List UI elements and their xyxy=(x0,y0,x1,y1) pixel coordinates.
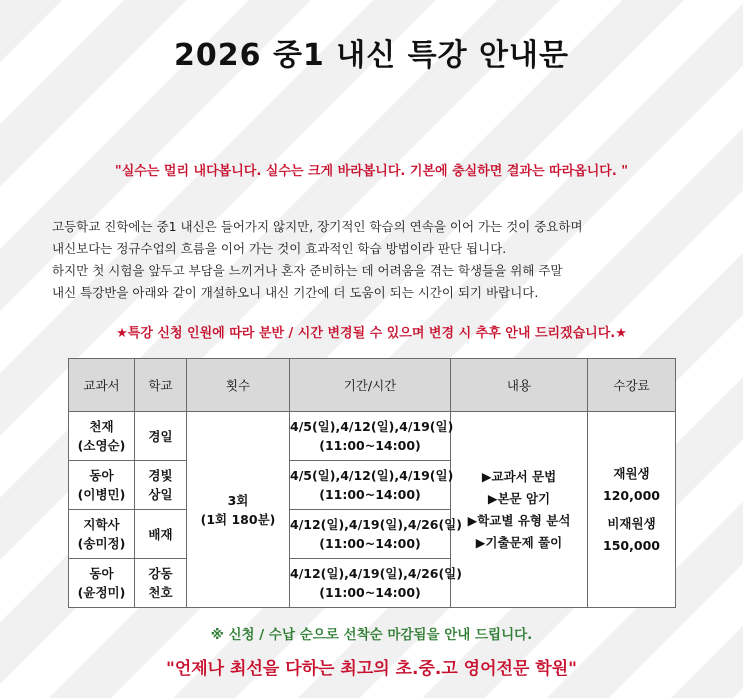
school-cell: 경빛 상일 xyxy=(135,461,187,510)
content-item: ▶교과서 문법 xyxy=(481,468,557,484)
header-content: 내용 xyxy=(451,359,588,412)
textbook-name: 동아 xyxy=(89,468,114,483)
schedule-change-notice: ★특강 신청 인원에 따라 분반 / 시간 변경될 수 있으며 변경 시 추후 안내 드리겠습니다.★ xyxy=(116,326,627,341)
content-cell xyxy=(451,412,588,608)
school-cell: 배재 xyxy=(135,510,187,559)
fee-label: 재원생 xyxy=(613,465,650,481)
textbook-cell xyxy=(69,510,135,559)
fee-nonmember xyxy=(588,513,675,557)
header-period-time: 기간/시간 xyxy=(290,359,451,412)
teacher-name: (윤정미) xyxy=(77,585,126,600)
textbook-cell xyxy=(69,412,135,461)
fee-amount: 150,000 xyxy=(603,537,660,553)
header-textbook: 교과서 xyxy=(69,359,135,412)
textbook-name: 동아 xyxy=(89,566,114,581)
teacher-name: (송미정) xyxy=(77,536,126,551)
period-dates: 4/12(일),4/19(일),4/26(일) xyxy=(290,517,462,532)
intro-line: 내신 특강반을 아래와 같이 개설하오니 내신 기간에 더 도움이 되는 시간이 되기 바랍니다. xyxy=(52,285,539,300)
period-cell xyxy=(290,510,462,559)
intro-paragraph xyxy=(52,216,712,304)
header-school: 학교 xyxy=(135,359,187,412)
period-dates: 4/5(일),4/12(일),4/19(일) xyxy=(290,468,454,483)
school-cell: 경일 xyxy=(135,412,187,461)
header-fee: 수강료 xyxy=(588,359,676,412)
textbook-name: 천재 xyxy=(89,419,114,434)
sessions-cell xyxy=(187,412,290,608)
textbook-name: 지학사 xyxy=(83,517,120,532)
period-dates: 4/12(일),4/19(일),4/26(일) xyxy=(290,566,462,581)
intro-line: 고등학교 진학에는 중1 내신은 들어가지 않지만, 장기적인 학습의 연속을 이어 가는 것이 중요하며 xyxy=(52,219,583,234)
teacher-name: (이병민) xyxy=(77,487,126,502)
schedule-table xyxy=(68,358,676,608)
motto-quote: "실수는 멀리 내다봅니다. 실수는 크게 바라봅니다. 기본에 충실하면 결과는 따라옵니다. " xyxy=(114,164,629,179)
period-time: (11:00~14:00) xyxy=(319,438,421,453)
intro-line: 하지만 첫 시험을 앞두고 부담을 느끼거나 혼자 준비하는 데 어려움을 겪는 학생들을 위해 주말 xyxy=(52,263,563,278)
fee-cell xyxy=(588,412,676,608)
textbook-cell xyxy=(69,461,135,510)
table-header-row xyxy=(69,359,676,412)
content-item: ▶학교별 유형 분석 xyxy=(467,512,571,528)
period-time: (11:00~14:00) xyxy=(319,536,421,551)
academy-slogan: "언제나 최선을 다하는 최고의 초.중.고 영어전문 학원" xyxy=(165,659,577,679)
content-item: ▶본문 암기 xyxy=(487,490,551,506)
fee-member xyxy=(588,463,675,507)
sessions-count: 3회 xyxy=(227,492,249,508)
period-dates: 4/5(일),4/12(일),4/19(일) xyxy=(290,419,454,434)
intro-line: 내신보다는 정규수업의 흐름을 이어 가는 것이 효과적인 학습 방법이라 판단 됩니다. xyxy=(52,241,507,256)
table-row xyxy=(69,412,676,461)
school-cell: 강동 천호 xyxy=(135,559,187,608)
fee-amount: 120,000 xyxy=(603,487,660,503)
fee-label: 비재원생 xyxy=(607,515,656,531)
header-sessions: 횟수 xyxy=(187,359,290,412)
sessions-detail: (1회 180분) xyxy=(200,511,276,527)
period-cell xyxy=(290,412,454,461)
page-title: 2026 중1 내신 특강 안내문 xyxy=(174,38,569,73)
period-cell xyxy=(290,559,462,608)
period-time: (11:00~14:00) xyxy=(319,585,421,600)
period-time: (11:00~14:00) xyxy=(319,487,421,502)
period-cell xyxy=(290,461,454,510)
content-item: ▶기출문제 풀이 xyxy=(475,534,563,550)
first-come-notice: ※ 신청 / 수납 순으로 선착순 마감됨을 안내 드립니다. xyxy=(210,627,533,643)
teacher-name: (소영순) xyxy=(77,438,126,453)
textbook-cell xyxy=(69,559,135,608)
